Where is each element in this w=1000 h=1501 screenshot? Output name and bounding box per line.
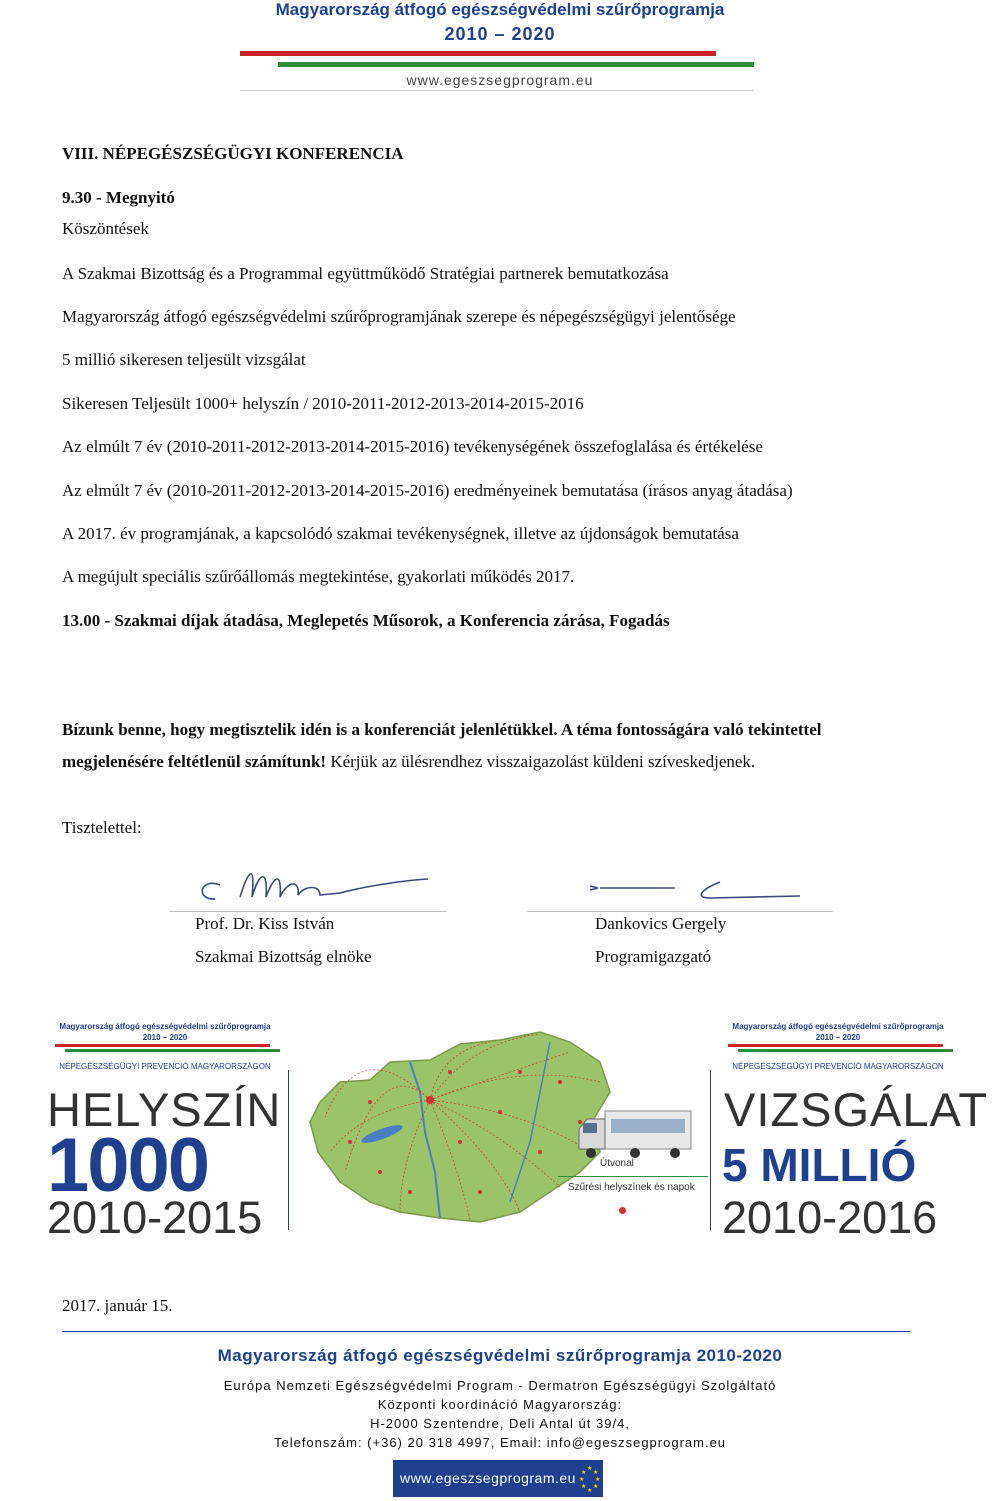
invitation-emphasis: megjelenésére feltétlenül számítunk!: [62, 752, 327, 771]
logo-right-prevencio: NÉPEGÉSZSÉGÜGYI PREVENCIÓ MAGYARORSZÁGON: [732, 1062, 944, 1071]
header-green-stripe: [278, 62, 754, 67]
regards: Tisztelettel:: [62, 818, 142, 837]
svg-text:★: ★: [587, 1466, 593, 1472]
map-legend-line: [558, 1176, 708, 1177]
signer-name: Prof. Dr. Kiss István: [195, 914, 335, 933]
invitation-line-2: [62, 752, 755, 772]
signature-line-left: [170, 911, 446, 912]
banner-divider-right: [710, 1070, 711, 1230]
signature-line-right: [527, 911, 833, 912]
footer-title: Magyarország átfogó egészségvédelmi szűrőprogramja 2010-2020: [217, 1346, 783, 1365]
svg-text:★: ★: [581, 1470, 587, 1476]
logo-left-green-stripe: [65, 1049, 280, 1052]
svg-text:★: ★: [593, 1484, 599, 1490]
logo-left-red-stripe: [55, 1044, 270, 1047]
header-url[interactable]: www.egeszsegprogram.eu: [406, 72, 594, 88]
svg-text:★: ★: [595, 1477, 601, 1483]
header-red-stripe: [240, 51, 716, 56]
svg-text:★: ★: [581, 1484, 587, 1490]
agenda-item: Az elmúlt 7 év (2010-2011-2012-2013-2014-2015-2016) tevékenységének összefoglalása és értékelése: [62, 437, 763, 456]
logo-left-word: HELYSZÍN: [47, 1083, 282, 1136]
svg-text:★: ★: [593, 1470, 599, 1476]
footer-contact: Telefonszám: (+36) 20 318 4997, Email: info@egeszsegprogram.eu: [273, 1435, 727, 1450]
agenda-item: A megújult speciális szűrőállomás megtekintése, gyakorlati működés 2017.: [62, 567, 575, 586]
signature-scribble-right: [580, 870, 820, 910]
agenda-item: Sikeresen Teljesült 1000+ helyszín / 2010-2011-2012-2013-2014-2015-2016: [62, 394, 584, 413]
map-label-route: Útvonal: [600, 1158, 634, 1169]
document-date: 2017. január 15.: [62, 1296, 173, 1315]
agenda-item: A 2017. év programjának, a kapcsolódó szakmai tevékenységnek, illetve az újdonságok bemutatása: [62, 524, 739, 543]
signer-role: Programigazgató: [595, 947, 712, 966]
signature-scribble-left: [170, 855, 450, 910]
invitation-request: Kérjük az ülésrendhez visszaigazolást küldeni szíveskedjenek.: [326, 752, 756, 771]
closing-time: 13.00 - Szakmai díjak átadása, Meglepetés Műsorok, a Konferencia zárása, Fogadás: [62, 611, 670, 630]
hungary-map: [300, 1022, 620, 1232]
signer-role: Szakmai Bizottság elnöke: [195, 947, 372, 966]
footer-rule: [62, 1331, 910, 1332]
logo-right-red-stripe: [728, 1044, 943, 1047]
logo-left-prevencio: NÉPEGÉSZSÉGÜGYI PREVENCIÓ MAGYARORSZÁGON: [59, 1062, 271, 1071]
svg-text:★: ★: [579, 1477, 585, 1483]
footer-url[interactable]: www.egeszsegprogram.eu: [400, 1470, 576, 1486]
map-legend-dot: [619, 1207, 626, 1214]
agenda-item: Köszöntések: [62, 219, 149, 238]
logo-right-range: 2010-2016: [722, 1192, 938, 1243]
banner-divider-left: [288, 1070, 289, 1230]
agenda-item: Az elmúlt 7 év (2010-2011-2012-2013-2014-2015-2016) eredményeinek bemutatása (írásos anyag átadása): [62, 481, 793, 500]
eu-stars-icon: [577, 1462, 603, 1496]
footer-url-banner[interactable]: [393, 1460, 603, 1497]
agenda-item: 5 millió sikeresen teljesült vizsgálat: [62, 350, 306, 369]
screening-truck: [575, 1105, 695, 1165]
agenda-item: Magyarország átfogó egészségvédelmi szűrőprogramjának szerepe és népegészségügyi jelentősége: [62, 307, 736, 326]
logo-right-green-stripe: [738, 1049, 953, 1052]
logo-right-word: VIZSGÁLAT: [724, 1083, 989, 1136]
invitation-line-1: Bízunk benne, hogy megtisztelik idén is a konferenciát jelenlétükkel. A téma fontosságára való tekintettel: [62, 720, 822, 739]
logo-left-number: 1000: [47, 1123, 209, 1208]
logo-left-title: Magyarország átfogó egészségvédelmi szűrőprogramja: [59, 1022, 271, 1031]
agenda-item: A Szakmai Bizottság és a Programmal együttműködő Stratégiai partnerek bemutatkozása: [62, 264, 669, 283]
signer-name: Dankovics Gergely: [595, 914, 727, 933]
opening-time: 9.30 - Megnyitó: [62, 188, 175, 207]
logo-right-title: Magyarország átfogó egészségvédelmi szűrőprogramja: [732, 1022, 944, 1031]
header-years: 2010 – 2020: [444, 24, 556, 44]
header-title: Magyarország átfogó egészségvédelmi szűrőprogramja: [275, 0, 725, 19]
logo-right-number: 5 MILLIÓ: [722, 1139, 917, 1191]
conference-heading: VIII. NÉPEGÉSZSÉGÜGYI KONFERENCIA: [62, 144, 404, 163]
logo-vizsgalat: [718, 1020, 989, 1245]
map-label-sites: Szűrési helyszínek és napok: [568, 1182, 695, 1193]
logo-helyszin: [45, 1020, 285, 1245]
logo-left-years: 2010 – 2020: [142, 1033, 188, 1042]
logo-right-years: 2010 – 2020: [815, 1033, 861, 1042]
header-underline: [240, 90, 754, 91]
svg-text:★: ★: [587, 1488, 593, 1494]
footer-organization: Európa Nemzeti Egészségvédelmi Program - Dermatron Egészségügyi Szolgáltató: [223, 1378, 777, 1393]
logo-left-range: 2010-2015: [47, 1192, 263, 1243]
footer-coordination: Központi koordináció Magyarország:: [377, 1397, 623, 1412]
footer-address: H-2000 Szentendre, Deli Antal út 39/4,: [370, 1416, 630, 1431]
